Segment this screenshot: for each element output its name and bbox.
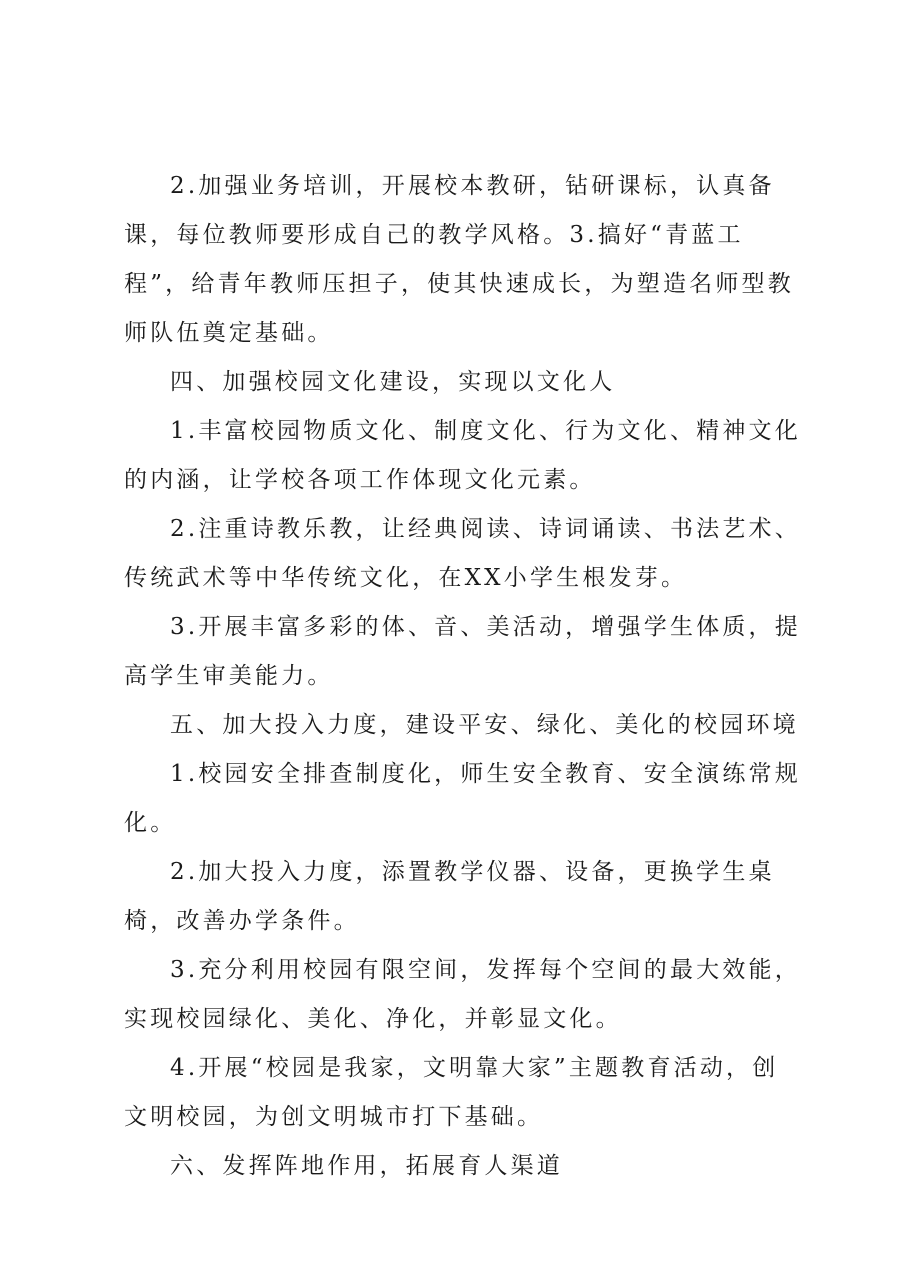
- document-body: [124, 162, 804, 1191]
- paragraph-item-1-culture: 1.丰富校园物质文化、制度文化、行为文化、精神文化的内涵，让学校各项工作体现文化元素。: [124, 418, 801, 493]
- paragraph-item-2-training: 2.加强业务培训，开展校本教研，钻研课标，认真备课，每位教师要形成自己的教学风格。3.搞好“青蓝工程”，给青年教师压担子，使其快速成长，为塑造名师型教师队伍奠定基础。: [124, 173, 794, 346]
- paragraph-item-4-campaign: 4.开展“校园是我家，文明靠大家”主题教育活动，创文明校园，为创文明城市打下基础。: [124, 1055, 779, 1130]
- paragraph-item-3-space: 3.充分利用校园有限空间，发挥每个空间的最大效能，实现校园绿化、美化、净化，并彰显文化。: [124, 957, 801, 1032]
- paragraph-item-2-poetry: 2.注重诗教乐教，让经典阅读、诗词诵读、书法艺术、传统武术等中华传统文化，在XX小学生根发芽。: [124, 516, 801, 591]
- paragraph-item-1-safety: 1.校园安全排查制度化，师生安全教育、安全演练常规化。: [124, 761, 801, 836]
- section-heading-6: 六、发挥阵地作用，拓展育人渠道: [170, 1153, 563, 1179]
- section-heading-4: 四、加强校园文化建设，实现以文化人: [170, 369, 616, 395]
- paragraph-item-3-activities: 3.开展丰富多彩的体、音、美活动，增强学生体质，提高学生审美能力。: [124, 614, 801, 689]
- paragraph-item-2-investment: 2.加大投入力度，添置教学仪器、设备，更换学生桌椅，改善办学条件。: [124, 859, 775, 934]
- section-heading-5: 五、加大投入力度，建设平安、绿化、美化的校园环境: [170, 712, 799, 738]
